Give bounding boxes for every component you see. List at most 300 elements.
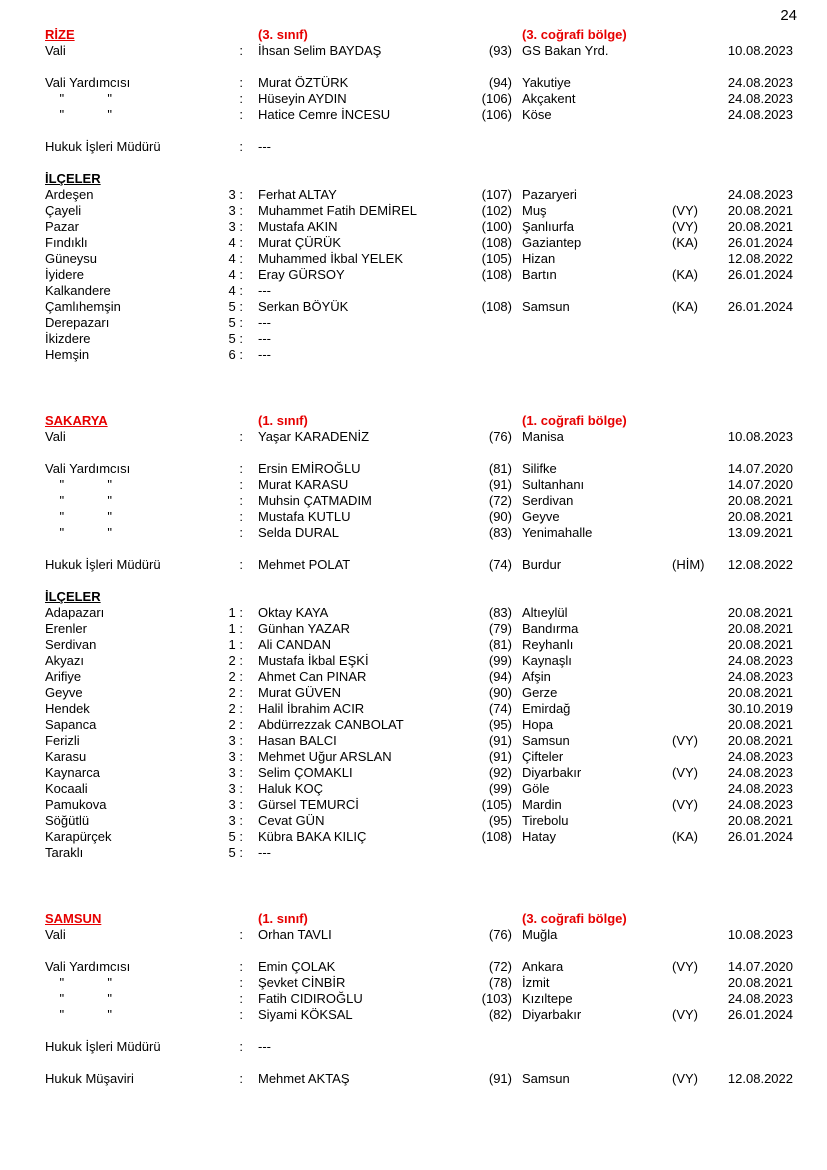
row-label: Derepazarı: [45, 315, 110, 330]
seniority-code: (108): [481, 829, 512, 844]
row-class-number: 6 :: [228, 347, 243, 362]
origin-place: Samsun: [522, 1071, 570, 1086]
status-tag: (VY): [672, 1007, 698, 1022]
entry-row: [45, 299, 793, 315]
entry-row: [45, 75, 793, 91]
seniority-code: (78): [488, 975, 512, 990]
official-name: Hatice Cemre İNCESU: [258, 107, 391, 122]
origin-place: Altıeylül: [522, 605, 568, 620]
row-label: Ferizli: [45, 733, 80, 748]
seniority-code: (74): [488, 557, 512, 572]
origin-place: Emirdağ: [522, 701, 571, 716]
origin-place: Bartın: [522, 267, 557, 282]
origin-place: Göle: [522, 781, 550, 796]
row-class-number: :: [239, 1071, 243, 1086]
origin-place: Gerze: [522, 685, 558, 700]
entry-row: [45, 1007, 793, 1023]
official-name: ---: [258, 347, 271, 362]
official-name: Ferhat ALTAY: [258, 187, 337, 202]
row-class-number: :: [239, 927, 243, 942]
origin-place: Kaynaşlı: [522, 653, 572, 668]
row-label: Hukuk İşleri Müdürü: [45, 139, 161, 154]
row-class-number: 4 :: [228, 251, 243, 266]
seniority-code: (99): [488, 653, 512, 668]
row-label: Güneysu: [45, 251, 98, 266]
origin-place: Hatay: [522, 829, 556, 844]
row-class-number: 2 :: [228, 669, 243, 684]
row-label: Hemşin: [45, 347, 90, 362]
row-label: İkizdere: [45, 331, 91, 346]
entry-row: [45, 797, 793, 813]
entry-row: [45, 461, 793, 477]
seniority-code: (95): [488, 717, 512, 732]
appointment-date: 20.08.2021: [727, 717, 793, 732]
section-header-row: [45, 27, 793, 43]
row-class-number: 3 :: [228, 749, 243, 764]
section-rows: [45, 429, 793, 861]
official-name: Halil İbrahim ACIR: [258, 701, 365, 716]
row-class-number: :: [239, 477, 243, 492]
official-name: Murat KARASU: [258, 477, 349, 492]
official-name: Murat ÇÜRÜK: [258, 235, 342, 250]
appointment-date: 12.08.2022: [727, 251, 793, 266]
appointment-date: 24.08.2023: [727, 669, 793, 684]
row-class-number: 3 :: [228, 187, 243, 202]
row-class-number: :: [239, 461, 243, 476]
entry-row: [45, 605, 793, 621]
entry-row: [45, 235, 793, 251]
official-name: Orhan TAVLI: [258, 927, 332, 942]
entry-row: [45, 203, 793, 219]
row-class-number: :: [239, 975, 243, 990]
row-label: Sapanca: [45, 717, 97, 732]
seniority-code: (102): [481, 203, 512, 218]
row-class-number: 3 :: [228, 797, 243, 812]
row-label: Adapazarı: [45, 605, 105, 620]
row-class-number: 4 :: [228, 283, 243, 298]
row-label: Karapürçek: [45, 829, 112, 844]
subheader-row: [45, 589, 793, 605]
official-name: ---: [258, 283, 271, 298]
origin-place: İzmit: [522, 975, 550, 990]
origin-place: Reyhanlı: [522, 637, 574, 652]
row-class-number: 3 :: [228, 733, 243, 748]
entry-row: [45, 139, 793, 155]
appointment-date: 20.08.2021: [727, 733, 793, 748]
entry-row: [45, 701, 793, 717]
row-class-number: :: [239, 1007, 243, 1022]
row-label: İyidere: [45, 267, 85, 282]
status-tag: (VY): [672, 959, 698, 974]
origin-place: Yakutiye: [522, 75, 571, 90]
appointment-date: 26.01.2024: [727, 235, 793, 250]
official-name: Mustafa KUTLU: [258, 509, 351, 524]
official-name: Siyami KÖKSAL: [258, 1007, 353, 1022]
official-name: Muhsin ÇATMADIM: [258, 493, 372, 508]
origin-place: Muş: [522, 203, 547, 218]
row-label: İLÇELER: [45, 589, 101, 604]
row-class-number: 5 :: [228, 299, 243, 314]
seniority-code: (91): [488, 733, 512, 748]
row-label: Pamukova: [45, 797, 107, 812]
seniority-code: (108): [481, 299, 512, 314]
row-label: Hukuk Müşaviri: [45, 1071, 134, 1086]
row-label: Hendek: [45, 701, 90, 716]
official-name: Gürsel TEMURCİ: [258, 797, 359, 812]
seniority-code: (83): [488, 525, 512, 540]
origin-place: Sultanhanı: [522, 477, 585, 492]
seniority-code: (94): [488, 75, 512, 90]
official-name: Muhammed İkbal YELEK: [258, 251, 403, 266]
row-class-number: :: [239, 43, 243, 58]
origin-place: Hizan: [522, 251, 556, 266]
official-name: Selda DURAL: [258, 525, 339, 540]
entry-row: [45, 829, 793, 845]
seniority-code: (93): [488, 43, 512, 58]
appointment-date: 20.08.2021: [727, 637, 793, 652]
row-label: " ": [45, 509, 113, 524]
official-name: Yaşar KARADENİZ: [258, 429, 370, 444]
official-name: Kübra BAKA KILIÇ: [258, 829, 367, 844]
entry-row: [45, 959, 793, 975]
appointment-date: 24.08.2023: [727, 107, 793, 122]
appointment-date: 24.08.2023: [727, 75, 793, 90]
seniority-code: (83): [488, 605, 512, 620]
official-name: Mehmet AKTAŞ: [258, 1071, 350, 1086]
appointment-date: 20.08.2021: [727, 605, 793, 620]
entry-row: [45, 717, 793, 733]
row-class-number: :: [239, 75, 243, 90]
row-label: " ": [45, 975, 113, 990]
origin-place: Bandırma: [522, 621, 579, 636]
entry-row: [45, 557, 793, 573]
status-tag: (VY): [672, 797, 698, 812]
row-class-number: 5 :: [228, 315, 243, 330]
row-label: Vali Yardımcısı: [45, 75, 131, 90]
seniority-code: (81): [488, 637, 512, 652]
appointment-date: 20.08.2021: [727, 509, 793, 524]
origin-place: Kızıltepe: [522, 991, 573, 1006]
province-name: RİZE: [45, 27, 75, 42]
seniority-code: (99): [488, 781, 512, 796]
row-class-number: 5 :: [228, 829, 243, 844]
origin-place: Mardin: [522, 797, 562, 812]
entry-row: [45, 107, 793, 123]
appointment-date: 10.08.2023: [727, 927, 793, 942]
seniority-code: (105): [481, 797, 512, 812]
entry-row: [45, 813, 793, 829]
official-name: ---: [258, 1039, 271, 1054]
row-class-number: 2 :: [228, 685, 243, 700]
row-label: Çayeli: [45, 203, 82, 218]
official-name: Muhammet Fatih DEMİREL: [258, 203, 417, 218]
row-label: Vali: [45, 429, 66, 444]
official-name: Oktay KAYA: [258, 605, 329, 620]
status-tag: (VY): [672, 203, 698, 218]
entry-row: [45, 1071, 793, 1087]
row-class-number: :: [239, 525, 243, 540]
origin-place: GS Bakan Yrd.: [522, 43, 609, 58]
appointment-date: 26.01.2024: [727, 267, 793, 282]
entry-row: [45, 621, 793, 637]
province-name: SAKARYA: [45, 413, 108, 428]
row-label: Söğütlü: [45, 813, 90, 828]
origin-place: Gaziantep: [522, 235, 582, 250]
official-name: Serkan BÖYÜK: [258, 299, 349, 314]
seniority-code: (103): [481, 991, 512, 1006]
class-label: (1. sınıf): [258, 911, 308, 926]
appointment-date: 24.08.2023: [727, 91, 793, 106]
entry-row: [45, 749, 793, 765]
origin-place: Yenimahalle: [522, 525, 593, 540]
origin-place: Samsun: [522, 299, 570, 314]
origin-place: Afşin: [522, 669, 551, 684]
row-class-number: 2 :: [228, 701, 243, 716]
row-class-number: :: [239, 959, 243, 974]
official-name: Cevat GÜN: [258, 813, 325, 828]
row-label: Serdivan: [45, 637, 97, 652]
entry-row: [45, 669, 793, 685]
origin-place: Manisa: [522, 429, 564, 444]
row-class-number: 1 :: [228, 621, 243, 636]
official-name: ---: [258, 331, 271, 346]
section-rows: [45, 43, 793, 363]
row-label: Vali Yardımcısı: [45, 959, 131, 974]
entry-row: [45, 91, 793, 107]
seniority-code: (90): [488, 685, 512, 700]
official-name: Haluk KOÇ: [258, 781, 324, 796]
row-label: " ": [45, 107, 113, 122]
row-label: " ": [45, 991, 113, 1006]
entry-row: [45, 509, 793, 525]
entry-row: [45, 685, 793, 701]
row-label: Vali Yardımcısı: [45, 461, 131, 476]
origin-place: Samsun: [522, 733, 570, 748]
row-label: Vali: [45, 927, 66, 942]
official-name: Mehmet POLAT: [258, 557, 351, 572]
seniority-code: (92): [488, 765, 512, 780]
row-class-number: :: [239, 107, 243, 122]
row-class-number: 4 :: [228, 267, 243, 282]
class-label: (3. sınıf): [258, 27, 308, 42]
entry-row: [45, 219, 793, 235]
appointment-date: 10.08.2023: [727, 429, 793, 444]
origin-place: Geyve: [522, 509, 560, 524]
row-class-number: :: [239, 509, 243, 524]
appointment-date: 24.08.2023: [727, 991, 793, 1006]
official-name: Şevket CİNBİR: [258, 975, 346, 990]
entry-row: [45, 975, 793, 991]
entry-row: [45, 765, 793, 781]
entry-row: [45, 347, 793, 363]
origin-place: Ankara: [522, 959, 564, 974]
origin-place: Çifteler: [522, 749, 564, 764]
entry-row: [45, 637, 793, 653]
row-label: Kaynarca: [45, 765, 100, 780]
section-rows: [45, 927, 793, 1087]
subheader-row: [45, 171, 793, 187]
origin-place: Serdivan: [522, 493, 574, 508]
row-class-number: 3 :: [228, 781, 243, 796]
official-name: Mehmet Uğur ARSLAN: [258, 749, 392, 764]
origin-place: Akçakent: [522, 91, 576, 106]
row-label: " ": [45, 493, 113, 508]
seniority-code: (82): [488, 1007, 512, 1022]
appointment-date: 14.07.2020: [727, 461, 793, 476]
seniority-code: (79): [488, 621, 512, 636]
row-class-number: 5 :: [228, 331, 243, 346]
seniority-code: (91): [488, 477, 512, 492]
status-tag: (KA): [672, 235, 698, 250]
appointment-date: 12.08.2022: [727, 557, 793, 572]
official-name: Murat GÜVEN: [258, 685, 342, 700]
appointment-date: 20.08.2021: [727, 813, 793, 828]
appointment-date: 24.08.2023: [727, 797, 793, 812]
entry-row: [45, 653, 793, 669]
section-header-row: [45, 413, 793, 429]
entry-row: [45, 927, 793, 943]
entry-row: [45, 525, 793, 541]
seniority-code: (90): [488, 509, 512, 524]
row-label: Akyazı: [45, 653, 85, 668]
row-class-number: :: [239, 139, 243, 154]
entry-row: [45, 477, 793, 493]
row-class-number: 2 :: [228, 717, 243, 732]
origin-place: Diyarbakır: [522, 1007, 582, 1022]
official-name: ---: [258, 139, 271, 154]
row-class-number: 2 :: [228, 653, 243, 668]
seniority-code: (81): [488, 461, 512, 476]
seniority-code: (95): [488, 813, 512, 828]
row-label: " ": [45, 91, 113, 106]
entry-row: [45, 733, 793, 749]
entry-row: [45, 187, 793, 203]
appointment-date: 24.08.2023: [727, 653, 793, 668]
seniority-code: (91): [488, 1071, 512, 1086]
region-label: (3. coğrafi bölge): [522, 911, 627, 926]
entry-row: [45, 1039, 793, 1055]
appointment-date: 20.08.2021: [727, 493, 793, 508]
official-name: Selim ÇOMAKLI: [258, 765, 353, 780]
region-label: (3. coğrafi bölge): [522, 27, 627, 42]
entry-row: [45, 845, 793, 861]
entry-row: [45, 283, 793, 299]
official-name: Mustafa AKIN: [258, 219, 338, 234]
page-number: 24: [780, 7, 797, 24]
appointment-date: 26.01.2024: [727, 829, 793, 844]
row-label: Fındıklı: [45, 235, 88, 250]
official-name: Hasan BALCI: [258, 733, 337, 748]
appointment-date: 14.07.2020: [727, 959, 793, 974]
row-class-number: :: [239, 493, 243, 508]
row-class-number: 5 :: [228, 845, 243, 860]
region-label: (1. coğrafi bölge): [522, 413, 627, 428]
origin-place: Burdur: [522, 557, 562, 572]
appointment-date: 12.08.2022: [727, 1071, 793, 1086]
official-name: Abdürrezzak CANBOLAT: [258, 717, 404, 732]
entry-row: [45, 267, 793, 283]
entry-row: [45, 315, 793, 331]
status-tag: (KA): [672, 299, 698, 314]
origin-place: Tirebolu: [522, 813, 569, 828]
province-name: SAMSUN: [45, 911, 102, 926]
row-label: " ": [45, 477, 113, 492]
official-name: Fatih CIDIROĞLU: [258, 991, 363, 1006]
official-name: Ersin EMİROĞLU: [258, 461, 361, 476]
official-name: İhsan Selim BAYDAŞ: [258, 43, 382, 58]
seniority-code: (72): [488, 493, 512, 508]
seniority-code: (72): [488, 959, 512, 974]
seniority-code: (91): [488, 749, 512, 764]
row-label: Ardeşen: [45, 187, 94, 202]
seniority-code: (94): [488, 669, 512, 684]
appointment-date: 26.01.2024: [727, 1007, 793, 1022]
official-name: Hüseyin AYDIN: [258, 91, 347, 106]
row-class-number: 3 :: [228, 203, 243, 218]
entry-row: [45, 43, 793, 59]
row-label: Kalkandere: [45, 283, 111, 298]
row-label: " ": [45, 1007, 113, 1022]
official-name: ---: [258, 315, 271, 330]
appointment-date: 30.10.2019: [727, 701, 793, 716]
seniority-code: (74): [488, 701, 512, 716]
row-class-number: :: [239, 1039, 243, 1054]
row-label: Çamlıhemşin: [45, 299, 121, 314]
status-tag: (KA): [672, 267, 698, 282]
official-name: Murat ÖZTÜRK: [258, 75, 349, 90]
row-label: " ": [45, 525, 113, 540]
status-tag: (VY): [672, 765, 698, 780]
seniority-code: (105): [481, 251, 512, 266]
appointment-date: 14.07.2020: [727, 477, 793, 492]
row-label: Vali: [45, 43, 66, 58]
entry-row: [45, 781, 793, 797]
seniority-code: (76): [488, 429, 512, 444]
appointment-date: 20.08.2021: [727, 621, 793, 636]
appointment-date: 24.08.2023: [727, 187, 793, 202]
official-name: ---: [258, 845, 271, 860]
official-name: Ahmet Can PINAR: [258, 669, 367, 684]
province-section: [45, 911, 793, 1087]
entry-row: [45, 493, 793, 509]
origin-place: Diyarbakır: [522, 765, 582, 780]
seniority-code: (108): [481, 235, 512, 250]
status-tag: (VY): [672, 733, 698, 748]
official-name: Emin ÇOLAK: [258, 959, 336, 974]
row-label: Karasu: [45, 749, 87, 764]
row-label: Hukuk İşleri Müdürü: [45, 557, 161, 572]
row-class-number: 3 :: [228, 219, 243, 234]
origin-place: Muğla: [522, 927, 558, 942]
appointment-date: 24.08.2023: [727, 781, 793, 796]
row-class-number: :: [239, 429, 243, 444]
official-name: Ali CANDAN: [258, 637, 331, 652]
seniority-code: (106): [481, 91, 512, 106]
row-label: Kocaali: [45, 781, 88, 796]
origin-place: Şanlıurfa: [522, 219, 575, 234]
row-class-number: :: [239, 991, 243, 1006]
appointment-date: 13.09.2021: [727, 525, 793, 540]
row-label: Erenler: [45, 621, 87, 636]
appointment-date: 20.08.2021: [727, 685, 793, 700]
status-tag: (VY): [672, 1071, 698, 1086]
entry-row: [45, 331, 793, 347]
appointment-date: 20.08.2021: [727, 975, 793, 990]
row-class-number: :: [239, 557, 243, 572]
origin-place: Hopa: [522, 717, 554, 732]
province-section: [45, 413, 793, 861]
row-class-number: 3 :: [228, 813, 243, 828]
